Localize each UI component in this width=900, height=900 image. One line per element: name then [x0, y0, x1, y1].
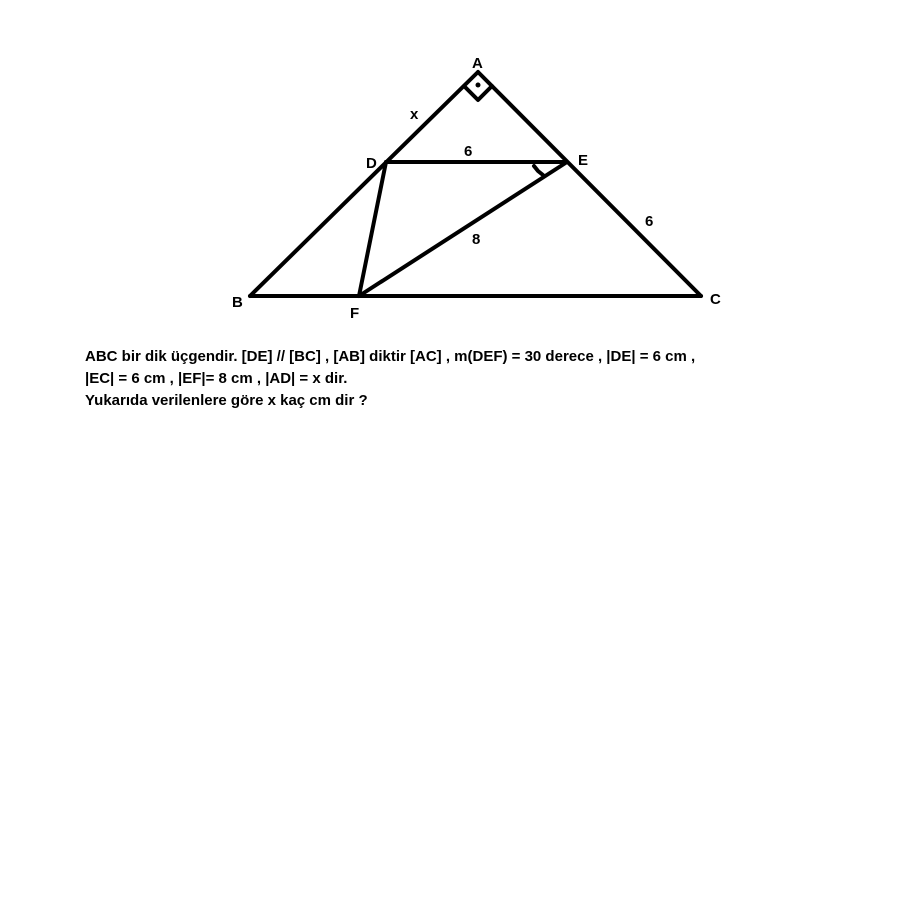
problem-line-1: ABC bir dik üçgendir. [DE] // [BC] , [AB] diktir [AC] , m(DEF) = 30 derece , |DE| = 6 cm , [85, 348, 696, 365]
label-point-F: F [350, 305, 360, 322]
label-point-A: A [472, 55, 483, 72]
label-segment-EC: 6 [645, 213, 654, 230]
problem-line-2: |EC| = 6 cm , |EF|= 8 cm , |AD| = x dir. [85, 370, 348, 387]
right-angle-dot [476, 83, 481, 88]
right-angle-marker [464, 86, 492, 100]
label-point-B: B [232, 294, 243, 311]
problem-statement [85, 346, 845, 412]
label-segment-EF: 8 [472, 231, 481, 248]
problem-question: Yukarıda verilenlere göre x kaç cm dir ? [85, 392, 368, 409]
label-segment-AD: x [410, 106, 419, 123]
segment-AC [478, 72, 701, 296]
segment-EF [359, 162, 567, 296]
label-point-E: E [578, 152, 589, 169]
label-point-D: D [366, 155, 377, 172]
label-point-C: C [710, 291, 721, 308]
geometry-figure [0, 0, 900, 330]
label-segment-DE: 6 [464, 143, 473, 160]
segment-DF [359, 162, 386, 296]
angle-arc-DEF [534, 166, 543, 175]
